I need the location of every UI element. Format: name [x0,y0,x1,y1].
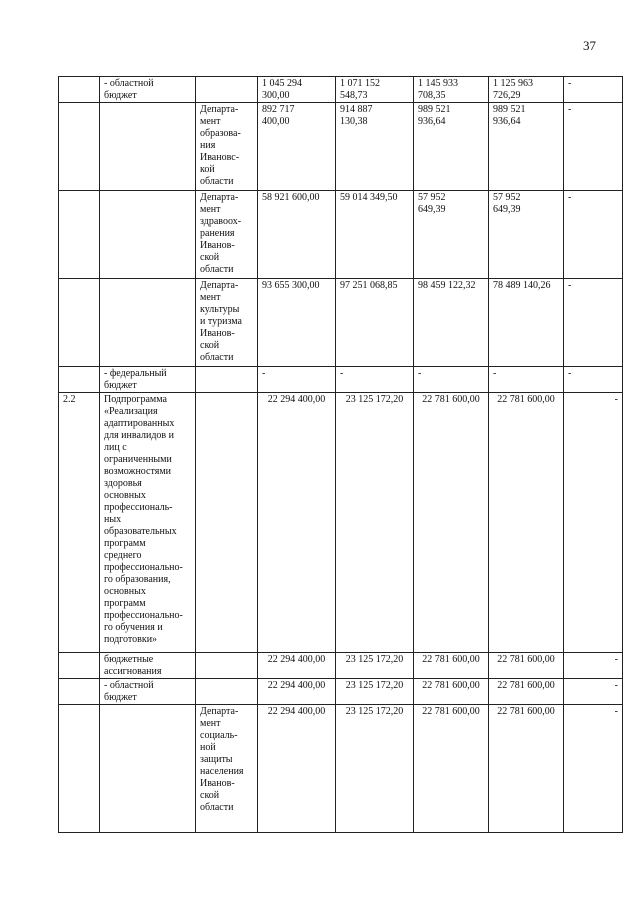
value-cell: 22 781 600,00 [489,679,564,705]
value-cell: - [564,77,623,103]
row-number-cell [59,705,100,833]
row-number-cell [59,679,100,705]
executor-cell: Департа- мент социаль- ной защиты населения Иванов- ской области [196,705,258,833]
value-cell: 98 459 122,32 [414,279,489,367]
value-cell: - [336,367,414,393]
row-number-cell [59,653,100,679]
executor-cell: Департа- мент культуры и туризма Иванов- ской области [196,279,258,367]
row-number-cell [59,367,100,393]
table-row [59,103,623,191]
table-row [59,77,623,103]
name-cell [100,279,196,367]
value-cell: 57 952 649,39 [414,191,489,279]
table-row [59,705,623,833]
value-cell: 93 655 300,00 [258,279,336,367]
value-cell: - [414,367,489,393]
value-cell: - [258,367,336,393]
row-number-cell: 2.2 [59,393,100,653]
executor-cell [196,367,258,393]
value-cell: 22 781 600,00 [414,705,489,833]
name-cell [100,191,196,279]
executor-cell [196,393,258,653]
budget-table-body [59,77,623,833]
value-cell: 58 921 600,00 [258,191,336,279]
value-cell: 914 887 130,38 [336,103,414,191]
value-cell: 22 781 600,00 [489,393,564,653]
value-cell: 1 071 152 548,73 [336,77,414,103]
value-cell: 23 125 172,20 [336,679,414,705]
row-number-cell [59,191,100,279]
value-cell: - [564,393,623,653]
name-cell [100,705,196,833]
row-number-cell [59,103,100,191]
executor-cell [196,77,258,103]
value-cell: 23 125 172,20 [336,705,414,833]
name-cell: - областной бюджет [100,77,196,103]
executor-cell [196,653,258,679]
name-cell: - федеральный бюджет [100,367,196,393]
value-cell: 57 952 649,39 [489,191,564,279]
executor-cell: Департа- мент здравоох- ранения Иванов- ской области [196,191,258,279]
table-row [59,191,623,279]
table-row [59,653,623,679]
value-cell: - [564,653,623,679]
value-cell: - [564,705,623,833]
value-cell: 23 125 172,20 [336,653,414,679]
row-number-cell [59,77,100,103]
value-cell: 78 489 140,26 [489,279,564,367]
value-cell: - [564,191,623,279]
executor-cell [196,679,258,705]
table-row [59,679,623,705]
table-row [59,279,623,367]
value-cell: 22 294 400,00 [258,705,336,833]
value-cell: - [489,367,564,393]
value-cell: 1 145 933 708,35 [414,77,489,103]
value-cell: 1 125 963 726,29 [489,77,564,103]
value-cell: 59 014 349,50 [336,191,414,279]
table-row [59,393,623,653]
value-cell: 22 781 600,00 [489,653,564,679]
executor-cell: Департа- мент образова- ния Ивановс- кой области [196,103,258,191]
budget-table [58,76,623,833]
value-cell: 892 717 400,00 [258,103,336,191]
name-cell: - областной бюджет [100,679,196,705]
value-cell: - [564,367,623,393]
value-cell: - [564,279,623,367]
value-cell: 22 781 600,00 [414,653,489,679]
value-cell: - [564,679,623,705]
page-number: 37 [583,38,596,53]
value-cell: 23 125 172,20 [336,393,414,653]
value-cell: 97 251 068,85 [336,279,414,367]
name-cell [100,103,196,191]
value-cell: 22 781 600,00 [414,679,489,705]
value-cell: - [564,103,623,191]
value-cell: 22 294 400,00 [258,653,336,679]
value-cell: 22 294 400,00 [258,679,336,705]
name-cell: бюджетные ассигнования [100,653,196,679]
value-cell: 22 294 400,00 [258,393,336,653]
name-cell: Подпрограмма «Реализация адаптированных для инвалидов и лиц с ограниченными возможностями здоровья основных профессиональ- ных образовательных программ среднего профессионально- го образования, основных программ профессионально- го обучения и подготовки» [100,393,196,653]
value-cell: 989 521 936,64 [489,103,564,191]
row-number-cell [59,279,100,367]
value-cell: 22 781 600,00 [414,393,489,653]
value-cell: 1 045 294 300,00 [258,77,336,103]
value-cell: 989 521 936,64 [414,103,489,191]
table-row [59,367,623,393]
value-cell: 22 781 600,00 [489,705,564,833]
